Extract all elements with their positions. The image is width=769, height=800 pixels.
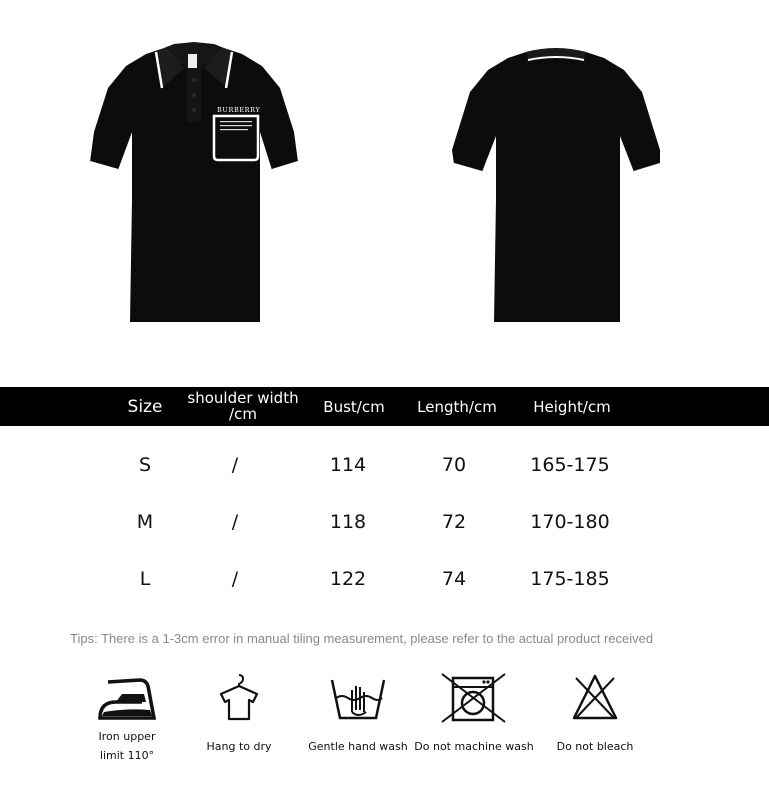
care-label: Do not bleach [556,740,634,753]
hand-wash-icon [328,672,388,724]
brand-wordmark: BURBERRY [217,106,261,114]
care-label: Do not machine wash [414,740,534,753]
no-machine-wash-icon [439,672,509,724]
cell-bust: 122 [329,568,367,590]
cell-size: M [136,511,154,533]
cell-length: 70 [441,454,467,476]
header-length: Length/cm [417,398,497,416]
care-item-hang-dry [203,672,275,753]
header-shoulder-line2: /cm [229,405,257,423]
table-row [0,559,769,599]
cell-length: 72 [441,511,467,533]
size-table-header [0,387,769,426]
header-bust: Bust/cm [323,398,385,416]
care-item-iron [92,672,162,762]
cell-bust: 118 [329,511,367,533]
table-row [0,502,769,542]
care-label: Gentle hand wash [308,740,408,753]
cell-shoulder: / [231,568,239,590]
cell-bust: 114 [329,454,367,476]
cell-length: 74 [441,568,467,590]
care-item-no-bleach [552,672,638,753]
iron-icon [96,672,158,724]
care-item-no-machine-wash [412,672,536,753]
cell-shoulder: / [231,511,239,533]
care-label: Iron upper [98,730,156,743]
cell-shoulder: / [231,454,239,476]
product-image-back [448,40,664,330]
no-bleach-icon [570,672,620,724]
table-row [0,445,769,485]
cell-size: S [138,454,152,476]
cell-size: L [139,568,151,590]
measurement-tips: Tips: There is a 1-3cm error in manual tiling measurement, please refer to the actual product received [70,631,654,646]
care-label: limit 110° [99,749,155,762]
header-size: Size [127,397,163,417]
care-label: Hang to dry [206,740,272,753]
header-shoulder-line1: shoulder width [187,389,299,407]
cell-height: 165-175 [530,454,610,476]
care-item-hand-wash [306,672,410,753]
header-height: Height/cm [533,398,611,416]
cell-height: 170-180 [530,511,610,533]
product-image-front [86,40,302,330]
header-shoulder-width [180,390,306,422]
hang-dry-icon [217,672,261,724]
cell-height: 175-185 [530,568,610,590]
